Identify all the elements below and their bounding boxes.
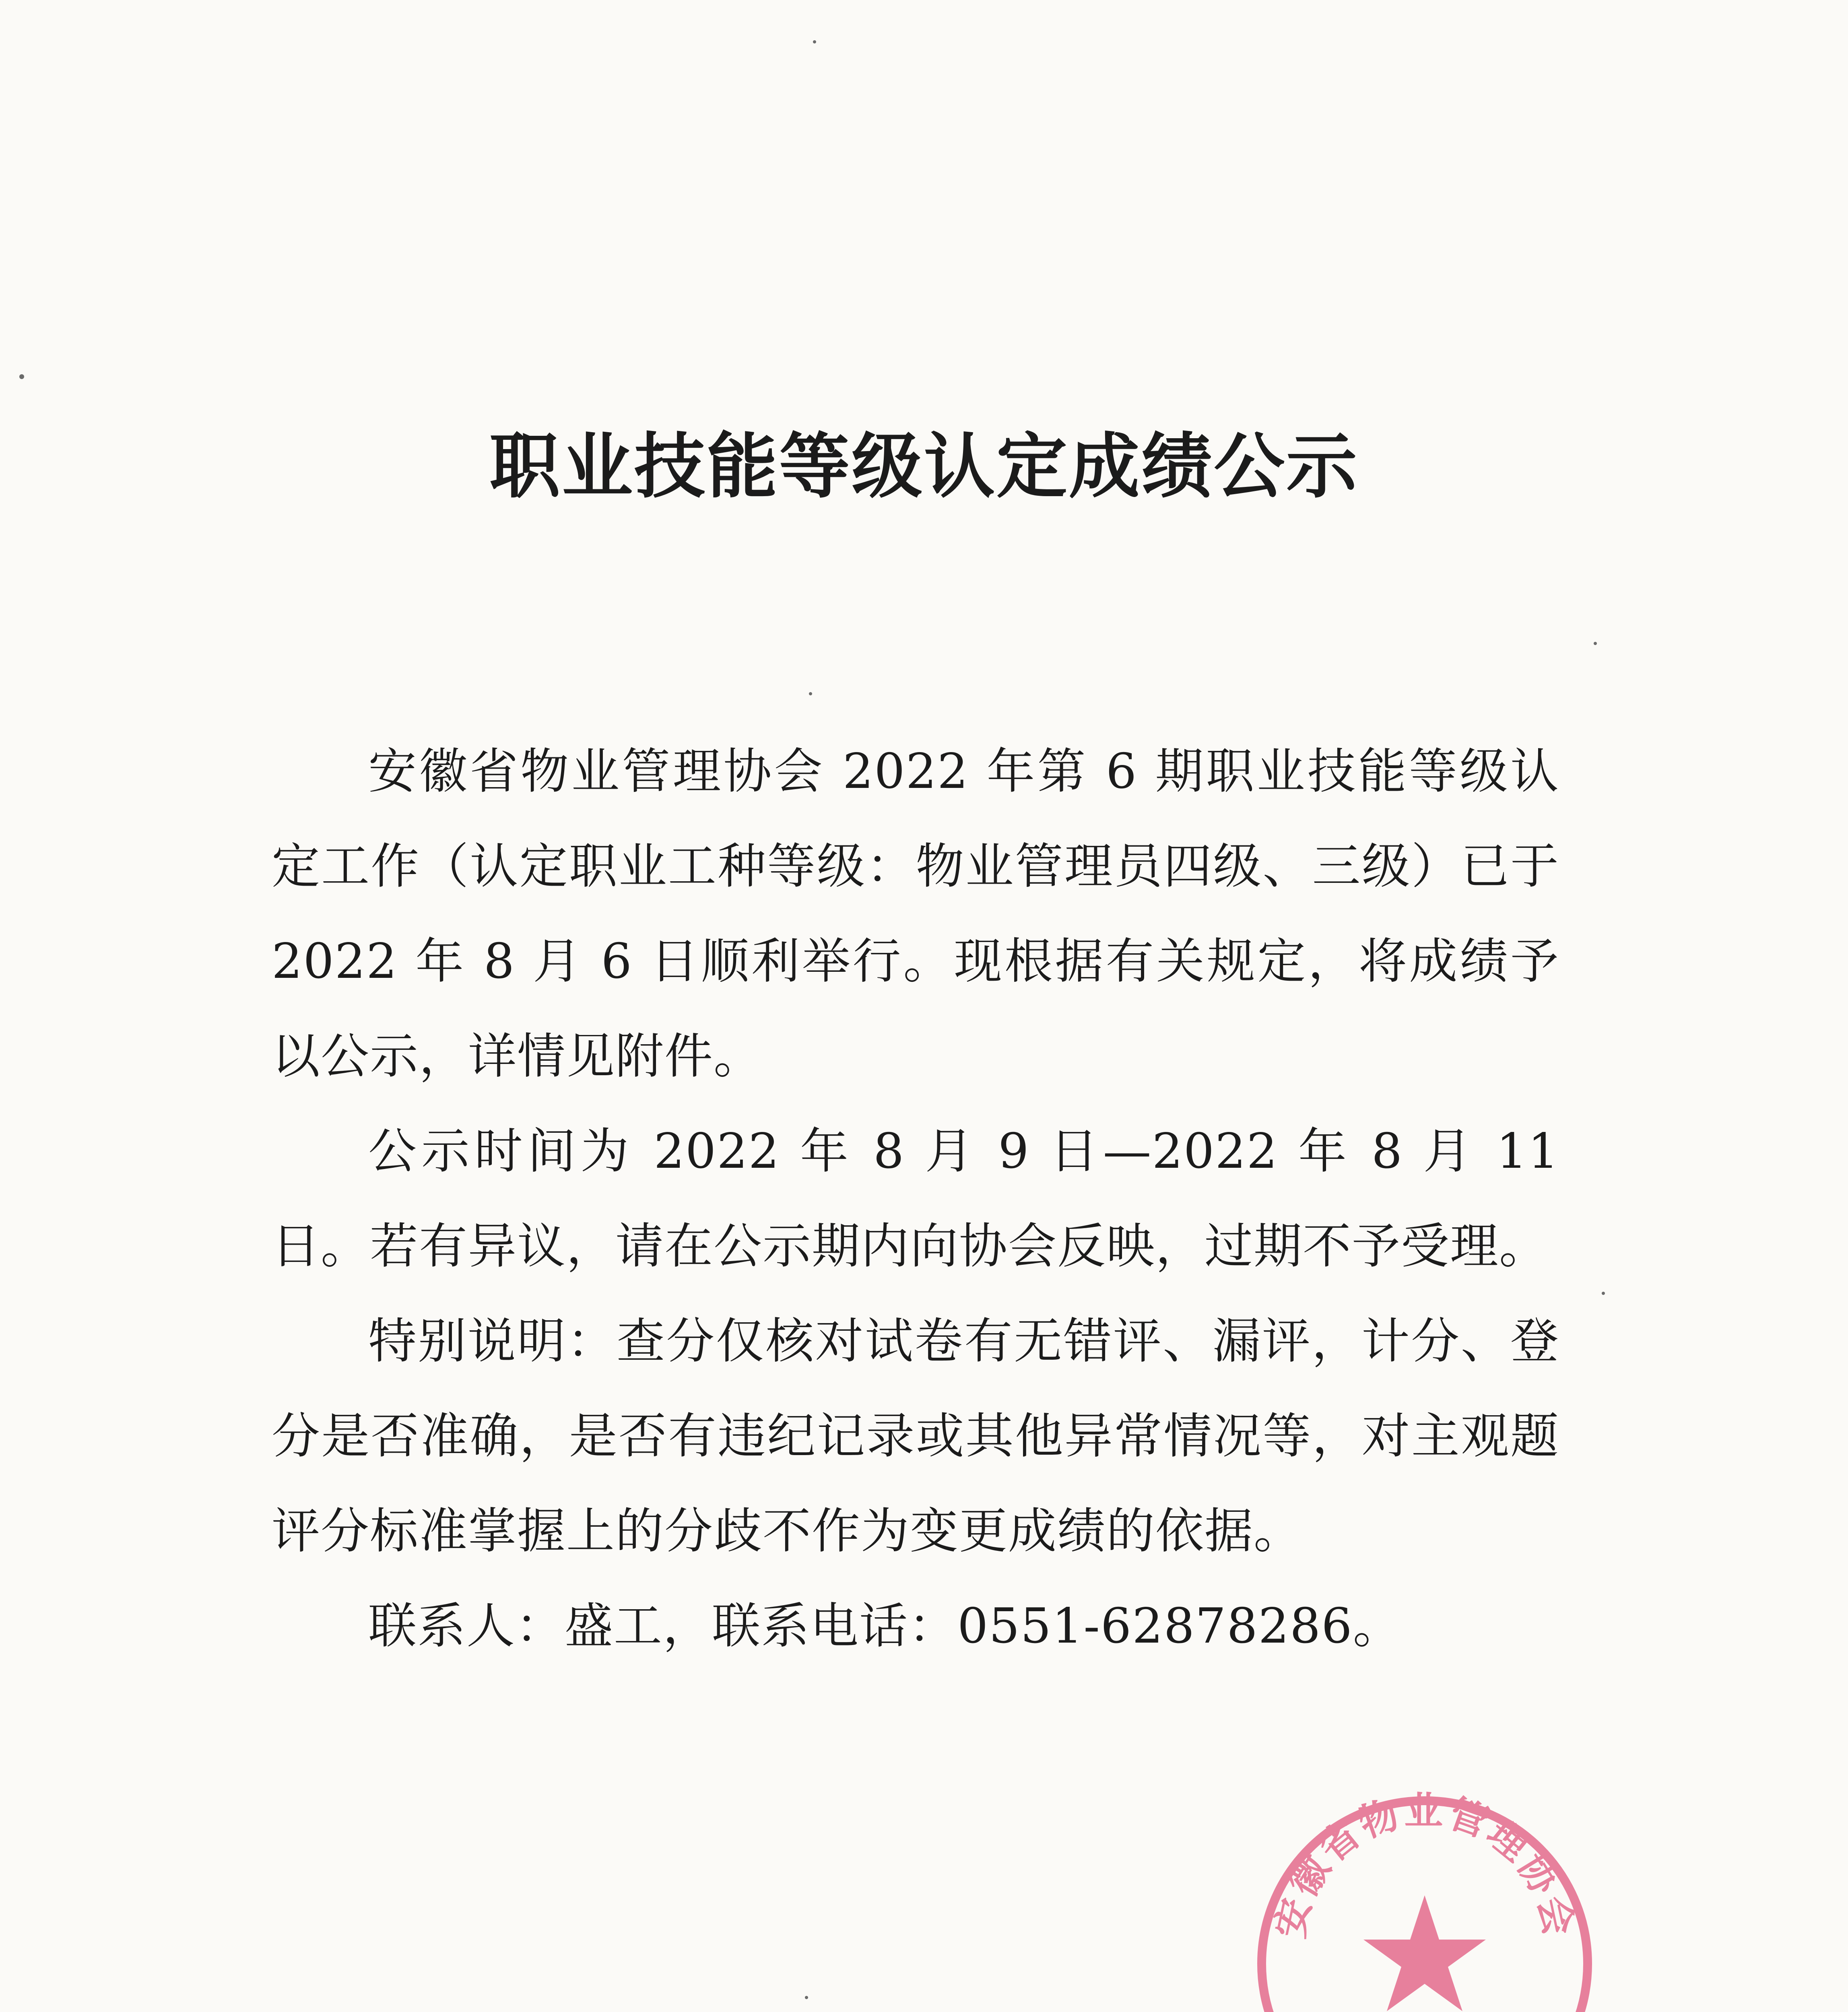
scan-speck xyxy=(805,1996,808,1999)
scan-speck xyxy=(809,692,812,695)
scan-speck xyxy=(1594,642,1597,645)
official-seal xyxy=(1248,1787,1602,2012)
page-title: 职业技能等级认定成绩公示 xyxy=(489,425,1359,508)
scan-speck xyxy=(1602,1292,1605,1295)
seal-outer-text: 安徽省物业管理协会 xyxy=(1266,1788,1583,1942)
star-icon xyxy=(1363,1895,1486,2011)
paragraph-contact: 联系人：盛工，联系电话：0551-62878286。 xyxy=(368,1598,1402,1654)
paragraph-intro: 安徽省物业管理协会 2022 年第 6 期职业技能等级认定工作（认定职业工种等级：物业管理员四级、三级）已于 2022 年 8 月 6 日顺利举行。现根据有关规定，将成绩予以公示，详情见附件。 xyxy=(272,744,1559,1084)
document-body xyxy=(272,724,1559,1674)
paragraph-note: 特别说明：查分仅核对试卷有无错评、漏评，计分、登分是否准确，是否有违纪记录或其他异常情况等，对主观题评分标准掌握上的分歧不作为变更成绩的依据。 xyxy=(272,1313,1559,1559)
scan-speck xyxy=(813,40,816,43)
paragraph-period: 公示时间为 2022 年 8 月 9 日—2022 年 8 月 11 日。若有异议，请在公示期内向协会反映，过期不予受理。 xyxy=(272,1124,1559,1274)
scan-speck xyxy=(19,374,24,379)
